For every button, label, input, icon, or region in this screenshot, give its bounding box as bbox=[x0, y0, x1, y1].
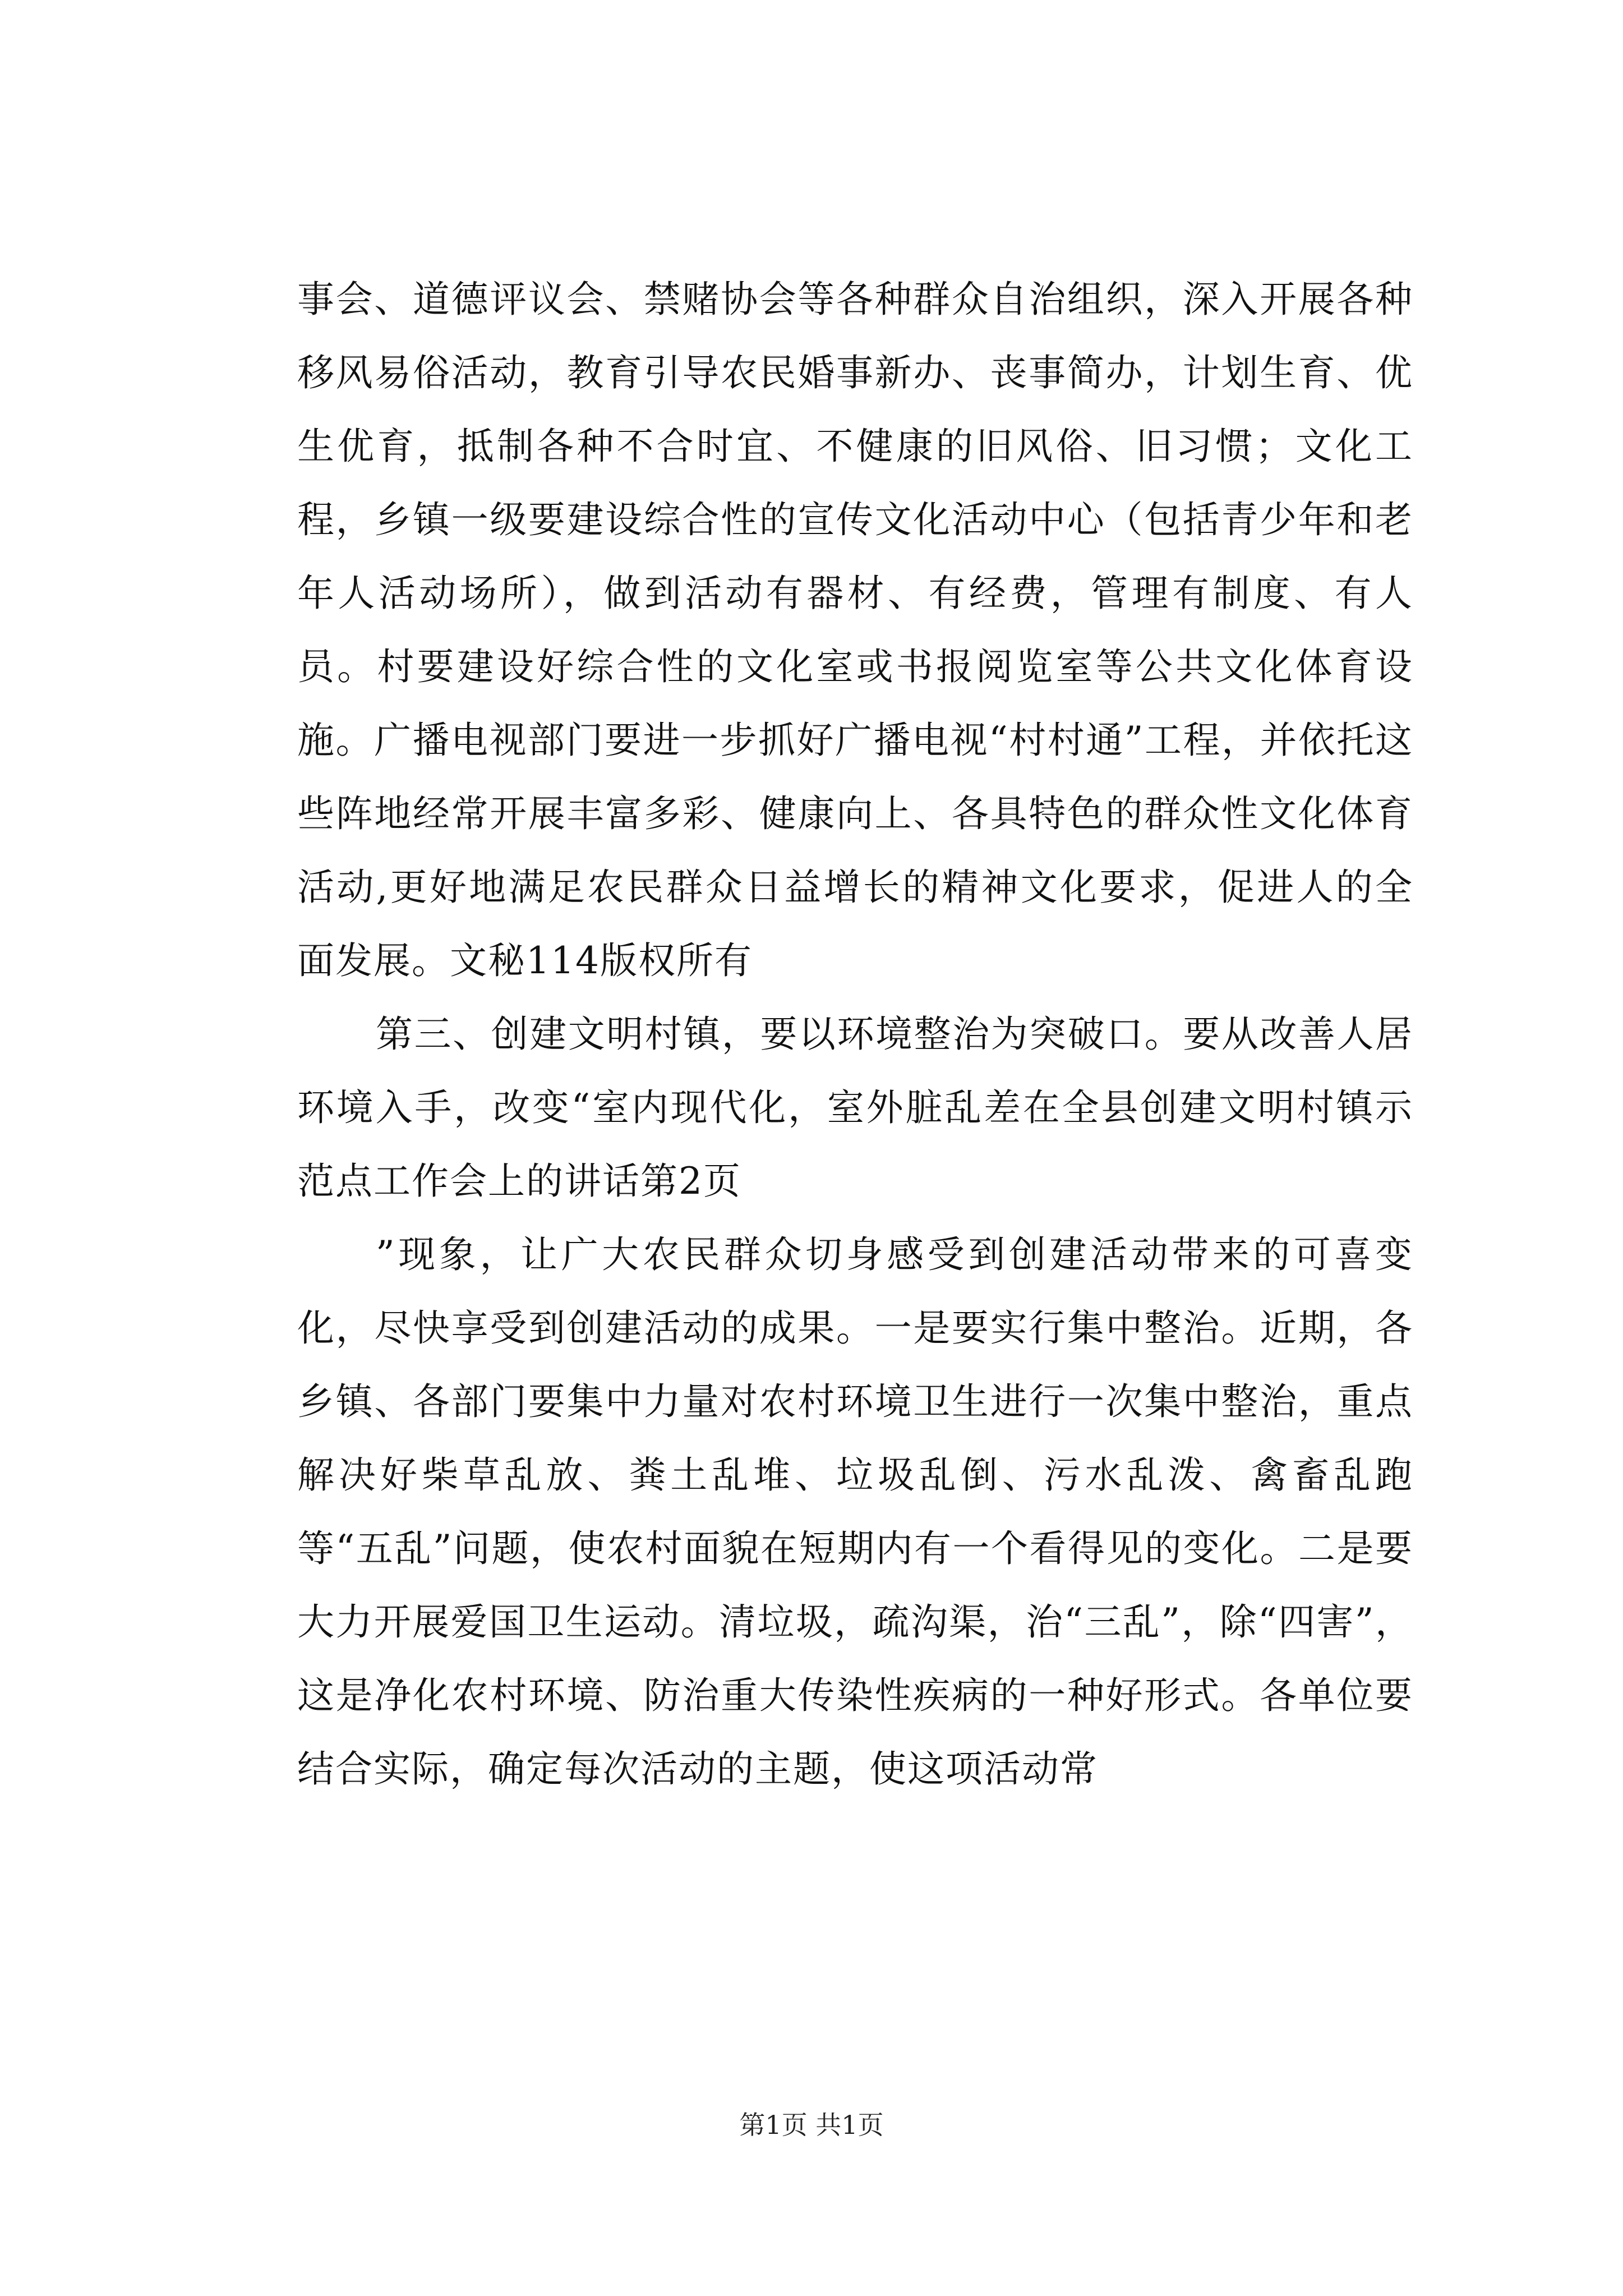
page-number-footer: 第1页 共1页 bbox=[739, 2110, 884, 2140]
paragraph-3: ”现象，让广大农民群众切身感受到创建活动带来的可喜变化，尽快享受到创建活动的成果。一是要实行集中整治。近期，各乡镇、各部门要集中力量对农村环境卫生进行一次集中整治，重点解决好柴草乱放、粪土乱堆、垃圾乱倒、污水乱泼、禽畜乱跑等“五乱”问题，使农村面貌在短期内有一个看得见的变化。二是要大力开展爱国卫生运动。清垃圾，疏沟渠，治“三乱”，除“四害”，这是净化农村环境、防治重大传染性疾病的一种好形式。各单位要结合实际，确定每次活动的主题，使这项活动常 bbox=[297, 1233, 1413, 1791]
paragraph-1: 事会、道德评议会、禁赌协会等各种群众自治组织，深入开展各种移风易俗活动，教育引导农民婚事新办、丧事简办，计划生育、优生优育，抵制各种不合时宜、不健康的旧风俗、旧习惯；文化工程，乡镇一级要建设综合性的宣传文化活动中心（包括青少年和老年人活动场所），做到活动有器材、有经费，管理有制度、有人员。村要建设好综合性的文化室或书报阅览室等公共文化体育设施。广播电视部门要进一步抓好广播电视“村村通”工程，并依托这些阵地经常开展丰富多彩、健康向上、各具特色的群众性文化体育活动,更好地满足农民群众日益增长的精神文化要求，促进人的全面发展。文秘114版权所有 bbox=[297, 278, 1413, 982]
paragraph-2: 第三、创建文明村镇，要以环境整治为突破口。要从改善人居环境入手，改变“室内现代化，室外脏乱差在全县创建文明村镇示范点工作会上的讲话第2页 bbox=[297, 1013, 1413, 1203]
document-body bbox=[297, 263, 1413, 1806]
